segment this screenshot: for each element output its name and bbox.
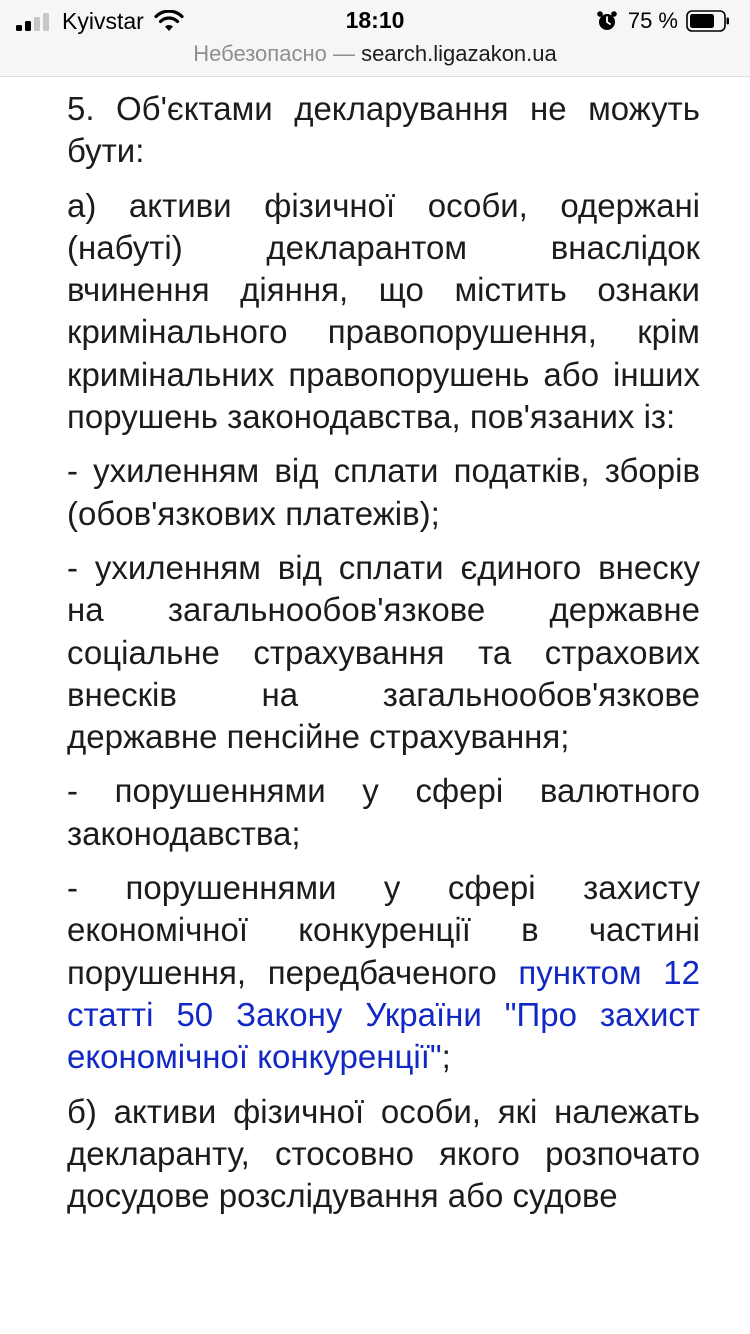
clock: 18:10 xyxy=(345,7,405,33)
competition-text: - порушеннями у сфері захисту економічної конкуренції в частині порушення, передбаченого xyxy=(67,869,700,991)
document-content xyxy=(67,88,700,1229)
carrier-name: Kyivstar xyxy=(62,7,144,34)
competition-tail: ; xyxy=(441,1038,451,1076)
battery-icon xyxy=(686,10,730,32)
paragraph-currency-law: - порушеннями у сфері валютного законодавства; xyxy=(67,772,700,852)
battery-percent: 75 % xyxy=(627,8,678,33)
address-separator: — xyxy=(326,41,362,66)
address-bar[interactable] xyxy=(0,40,750,77)
alarm-icon xyxy=(596,10,618,32)
paragraph-subitem-b: б) активи фізичної особи, які належать декларанту, стосовно якого розпочато досудове розслідування або судове xyxy=(67,1092,700,1215)
paragraph-social-contribution: - ухиленням від сплати єдиного внеску на загальнообов'язкове державне соціальне страхування та страхових внесків на загальнообов'язкове державне пенсійне страхування; xyxy=(67,548,700,756)
paragraph-competition xyxy=(67,867,700,1078)
insecure-label: Небезопасно xyxy=(193,41,327,66)
paragraph-subitem-a: а) активи фізичної особи, одержані (набуті) декларантом внаслідок вчинення діяння, що містить ознаки кримінального правопорушення, крім кримінальних правопорушень або інших порушень законодавства, пов'язаних із: xyxy=(67,186,700,436)
status-right xyxy=(596,7,730,35)
paragraph-tax-evasion: - ухиленням від сплати податків, зборів (обов'язкових платежів); xyxy=(67,452,700,532)
address-domain: search.ligazakon.ua xyxy=(361,41,557,66)
paragraph-item-5: 5. Об'єктами декларування не можуть бути: xyxy=(67,90,700,170)
status-bar xyxy=(0,0,750,40)
law-reference-link[interactable]: пунктом 12 статті 50 Закону України "Про захист економічної конкуренції" xyxy=(67,953,701,1076)
